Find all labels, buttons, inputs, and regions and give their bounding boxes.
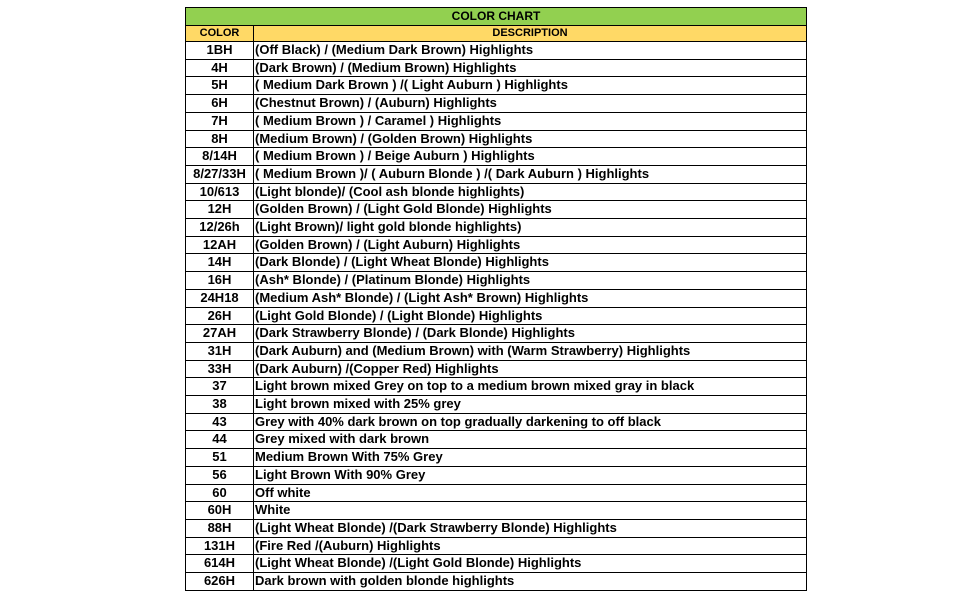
description-cell: Off white xyxy=(254,484,807,502)
color-code-cell: 12H xyxy=(186,201,254,219)
table-row xyxy=(186,431,807,449)
table-row xyxy=(186,502,807,520)
description-cell: ( Medium Brown )/ ( Auburn Blonde ) /( Dark Auburn ) Highlights xyxy=(254,165,807,183)
table-row xyxy=(186,413,807,431)
table-row xyxy=(186,342,807,360)
description-cell: (Dark Auburn) /(Copper Red) Highlights xyxy=(254,360,807,378)
table-row xyxy=(186,484,807,502)
table-row xyxy=(186,537,807,555)
table-row xyxy=(186,466,807,484)
color-code-cell: 56 xyxy=(186,466,254,484)
table-row xyxy=(186,130,807,148)
description-cell: (Off Black) / (Medium Dark Brown) Highlights xyxy=(254,42,807,60)
description-cell: (Ash* Blonde) / (Platinum Blonde) Highlights xyxy=(254,272,807,290)
description-cell: (Dark Brown) / (Medium Brown) Highlights xyxy=(254,59,807,77)
color-code-cell: 8/27/33H xyxy=(186,165,254,183)
table-row xyxy=(186,59,807,77)
color-column-header: COLOR xyxy=(186,26,254,42)
description-cell: (Golden Brown) / (Light Gold Blonde) Highlights xyxy=(254,201,807,219)
description-column-header: DESCRIPTION xyxy=(254,26,807,42)
color-code-cell: 626H xyxy=(186,573,254,591)
table-body xyxy=(186,42,807,591)
table-row xyxy=(186,555,807,573)
color-code-cell: 37 xyxy=(186,378,254,396)
description-cell: (Light Gold Blonde) / (Light Blonde) Highlights xyxy=(254,307,807,325)
description-cell: (Golden Brown) / (Light Auburn) Highlights xyxy=(254,236,807,254)
color-code-cell: 60 xyxy=(186,484,254,502)
description-cell: Light brown mixed with 25% grey xyxy=(254,396,807,414)
color-code-cell: 7H xyxy=(186,112,254,130)
description-cell: (Dark Auburn) and (Medium Brown) with (Warm Strawberry) Highlights xyxy=(254,342,807,360)
description-cell: Grey with 40% dark brown on top gradually darkening to off black xyxy=(254,413,807,431)
color-code-cell: 8/14H xyxy=(186,148,254,166)
table-row xyxy=(186,396,807,414)
color-code-cell: 51 xyxy=(186,449,254,467)
color-code-cell: 12AH xyxy=(186,236,254,254)
description-cell: (Light Wheat Blonde) /(Dark Strawberry Blonde) Highlights xyxy=(254,519,807,537)
color-code-cell: 10/613 xyxy=(186,183,254,201)
description-cell: Dark brown with golden blonde highlights xyxy=(254,573,807,591)
chart-title: COLOR CHART xyxy=(186,8,807,26)
color-code-cell: 44 xyxy=(186,431,254,449)
table-row xyxy=(186,272,807,290)
description-cell: (Medium Brown) / (Golden Brown) Highlights xyxy=(254,130,807,148)
color-code-cell: 5H xyxy=(186,77,254,95)
description-cell: Medium Brown With 75% Grey xyxy=(254,449,807,467)
description-cell: (Dark Blonde) / (Light Wheat Blonde) Highlights xyxy=(254,254,807,272)
table-row xyxy=(186,325,807,343)
description-cell: ( Medium Dark Brown ) /( Light Auburn ) Highlights xyxy=(254,77,807,95)
description-cell: ( Medium Brown ) / Beige Auburn ) Highlights xyxy=(254,148,807,166)
table-row xyxy=(186,573,807,591)
table-row xyxy=(186,95,807,113)
color-code-cell: 6H xyxy=(186,95,254,113)
color-code-cell: 614H xyxy=(186,555,254,573)
description-cell: (Medium Ash* Blonde) / (Light Ash* Brown) Highlights xyxy=(254,289,807,307)
description-cell: (Dark Strawberry Blonde) / (Dark Blonde) Highlights xyxy=(254,325,807,343)
color-chart-table xyxy=(185,7,807,591)
color-code-cell: 16H xyxy=(186,272,254,290)
description-cell: Light Brown With 90% Grey xyxy=(254,466,807,484)
table-row xyxy=(186,519,807,537)
description-cell: (Chestnut Brown) / (Auburn) Highlights xyxy=(254,95,807,113)
color-code-cell: 12/26h xyxy=(186,219,254,237)
color-code-cell: 14H xyxy=(186,254,254,272)
table-row xyxy=(186,165,807,183)
table-row xyxy=(186,42,807,60)
table-row xyxy=(186,236,807,254)
description-cell: ( Medium Brown ) / Caramel ) Highlights xyxy=(254,112,807,130)
color-code-cell: 43 xyxy=(186,413,254,431)
description-cell: Light brown mixed Grey on top to a medium brown mixed gray in black xyxy=(254,378,807,396)
table-row xyxy=(186,77,807,95)
description-cell: White xyxy=(254,502,807,520)
description-cell: (Fire Red /(Auburn) Highlights xyxy=(254,537,807,555)
table-row xyxy=(186,183,807,201)
color-code-cell: 24H18 xyxy=(186,289,254,307)
description-cell: (Light Wheat Blonde) /(Light Gold Blonde) Highlights xyxy=(254,555,807,573)
color-code-cell: 38 xyxy=(186,396,254,414)
color-code-cell: 33H xyxy=(186,360,254,378)
color-code-cell: 60H xyxy=(186,502,254,520)
table-row xyxy=(186,201,807,219)
header-row xyxy=(186,26,807,42)
color-code-cell: 31H xyxy=(186,342,254,360)
table-row xyxy=(186,254,807,272)
table-row xyxy=(186,112,807,130)
color-code-cell: 131H xyxy=(186,537,254,555)
table-row xyxy=(186,449,807,467)
color-code-cell: 8H xyxy=(186,130,254,148)
table-row xyxy=(186,289,807,307)
description-cell: Grey mixed with dark brown xyxy=(254,431,807,449)
table-row xyxy=(186,307,807,325)
table-row xyxy=(186,360,807,378)
table-row xyxy=(186,378,807,396)
title-row xyxy=(186,8,807,26)
color-code-cell: 4H xyxy=(186,59,254,77)
description-cell: (Light blonde)/ (Cool ash blonde highlights) xyxy=(254,183,807,201)
table-row xyxy=(186,219,807,237)
color-code-cell: 1BH xyxy=(186,42,254,60)
table-row xyxy=(186,148,807,166)
color-code-cell: 88H xyxy=(186,519,254,537)
description-cell: (Light Brown)/ light gold blonde highlights) xyxy=(254,219,807,237)
color-code-cell: 27AH xyxy=(186,325,254,343)
color-code-cell: 26H xyxy=(186,307,254,325)
